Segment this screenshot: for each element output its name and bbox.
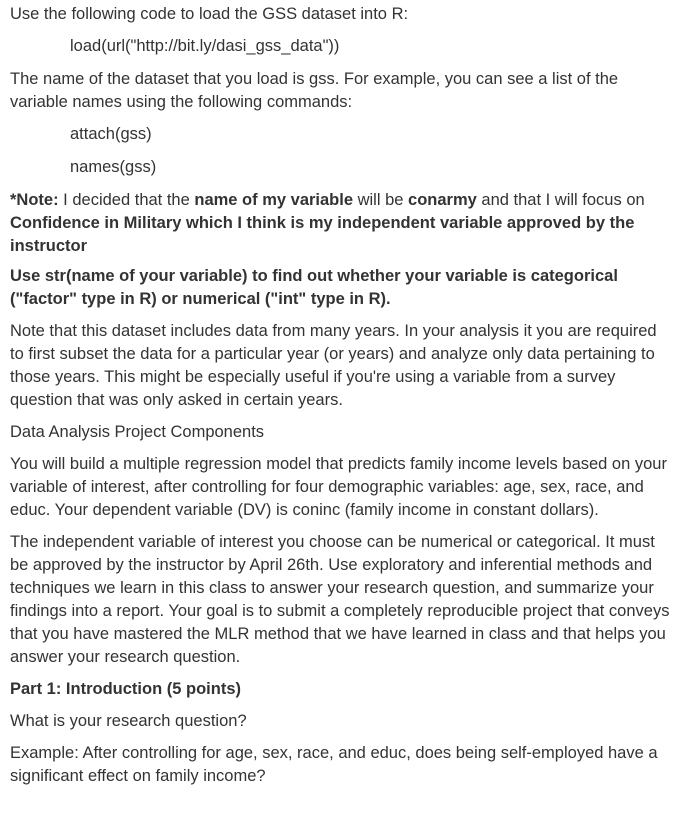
dataset-name-paragraph: The name of the dataset that you load is gss. For example, you can see a list of the variable names using the following commands:: [10, 70, 619, 111]
components-heading: Data Analysis Project Components: [10, 423, 265, 441]
years-paragraph: Note that this dataset includes data from many years. In your analysis it you are required to first subset the data for a particular year (or years) and analyze only data pertaining to those years. This might be especially useful if you're using a variable from a survey question that was only asked in certain years.: [10, 322, 657, 409]
note-bold-conarmy: conarmy: [408, 191, 477, 209]
example-paragraph: Example: After controlling for age, sex, race, and educ, does being self-employed have a significant effect on family income?: [10, 744, 658, 785]
part1-heading: [10, 678, 674, 701]
str-instruction: [10, 265, 674, 311]
note-label: *Note:: [10, 191, 59, 209]
note-text-1: I decided that the: [58, 191, 195, 209]
code-names: names(gss): [70, 158, 157, 176]
note-text-3: and that I will focus on: [476, 191, 645, 209]
note-paragraph: [10, 189, 674, 258]
note-bold-variable-name: name of my variable: [194, 191, 354, 209]
code-block-load: [70, 35, 674, 58]
note-bold-confidence: Confidence in Military which I think is my independent variable approved by the instructor: [10, 214, 635, 255]
code-load-url: load(url("http://bit.ly/dasi_gss_data")): [70, 37, 340, 55]
code-block-names: [70, 123, 674, 179]
note-text-2: will be: [353, 191, 409, 209]
research-question-prompt: What is your research question?: [10, 712, 247, 730]
load-instruction: Use the following code to load the GSS dataset into R:: [10, 5, 409, 23]
code-attach: attach(gss): [70, 125, 152, 143]
part1-heading-bold: Part 1: Introduction (5 points): [10, 680, 241, 698]
iv-paragraph: The independent variable of interest you choose can be numerical or categorical. It must be approved by the instructor by April 26th. Use exploratory and inferential methods and techniques we learn in this class to answer your research question, and summarize your findings into a report. Your goal is to submit a completely reproducible project that conveys that you have mastered the MLR method that we have learned in class and that helps you answer your research question.: [10, 533, 670, 666]
str-instruction-bold: Use str(name of your variable) to find out whether your variable is categorical ("factor" type in R) or numerical ("int" type in R).: [10, 267, 618, 308]
model-paragraph: You will build a multiple regression model that predicts family income levels based on your variable of interest, after controlling for four demographic variables: age, sex, race, and educ. Your dependent variable (DV) is coninc (family income in constant dollars).: [10, 455, 667, 519]
